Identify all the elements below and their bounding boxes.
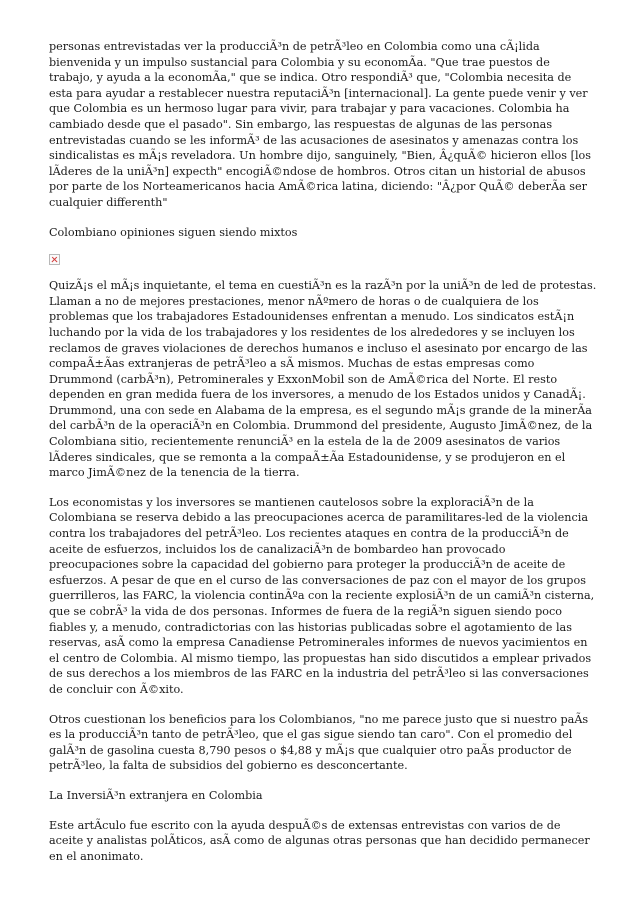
section-heading-investment: La InversiÃ³n extranjera en Colombia: [49, 788, 263, 802]
paragraph-benefits: Otros cuestionan los beneficios para los Colombianos, "no me parece justo que si nuestro paÃs es la producciÃ³n tanto de petrÃ³leo, que el gas sigue siendo tan caro". Con el promedio del galÃ³n de gasolina cuesta 8,790 pesos o $4,88 y mÃ¡s que cualquier otro paÃs productor de petrÃ³leo, la falta de subsidios del gobierno es desconcertante.: [49, 712, 589, 773]
broken-image-icon: [49, 254, 60, 265]
paragraph-unions: QuizÃ¡s el mÃ¡s inquietante, el tema en cuestiÃ³n es la razÃ³n por la uniÃ³n de led de protestas. Llaman a no de mejores prestaciones, menor nÃºmero de horas o de cualquiera de los problemas que los trabajadores Estadounidenses enfrentan a menudo. Los sindicatos estÃ¡n luchando por la vida de los trabajadores y los residentes de los alrededores y se incluyen los reclamos de graves violaciones de derechos humanos e incluso el asesinato por encargo de las compaÃ±Ãas extranjeras de petrÃ³leo a sÃ mismos. Muchas de estas empresas como Drummond (carbÃ³n), Petrominerales y ExxonMobil son de AmÃ©rica del Norte. El resto dependen en gran medida fuera de los inversores, a menudo de los Estados unidos y CanadÃ¡. Drummond, una con sede en Alabama de la empresa, es el segundo mÃ¡s grande de la minerÃa del carbÃ³n de la operaciÃ³n en Colombia. Drummond del presidente, Augusto JimÃ©nez, de la Colombiana sitio, recientemente renunciÃ³ en la estela de la de 2009 asesinatos de varios lÃderes sindicales, que se remonta a la compaÃ±Ãa Estadounidense, y se produjeron en el marco JimÃ©nez de la tenencia de la tierra.: [49, 279, 597, 480]
article-page: [49, 39, 597, 878]
paragraph-interviews: personas entrevistadas ver la producciÃ³n de petrÃ³leo en Colombia como una cÃ¡lida bienvenida y un impulso sustancial para Colombia y su economÃa. "Que trae puestos de trabajo, y ayuda a la economÃa," que se indica. Otro respondiÃ³ que, "Colombia necesita de esta para ayudar a restablecer nuestra reputaciÃ³n [internacional]. La gente puede venir y ver que Colombia es un hermoso lugar para vivir, para trabajar y para vacaciones. Colombia ha cambiado desde que el pasado". Sin embargo, las respuestas de algunas de las personas entrevistadas cuando se les informÃ³ de las acusaciones de asesinatos y amenazas contra los sindicalistas es mÃ¡s reveladora. Un hombre dijo, sanguinely, "Bien, Â¿quÃ© hicieron ellos [los lÃderes de la uniÃ³n] expecth" encogiÃ©ndose de hombros. Otros citan un historial de abusos por parte de los Norteamericanos hacia AmÃ©rica latina, diciendo: "Â¿por QuÃ© deberÃa ser cualquier differenth": [49, 40, 592, 209]
paragraph-credits: Este artÃculo fue escrito con la ayuda despuÃ©s de extensas entrevistas con varios de de aceite y analistas polÃticos, asÃ como de algunas otras personas que han decidido permanecer en el anonimato.: [49, 818, 590, 863]
section-heading-opinions: Colombiano opiniones siguen siendo mixtos: [49, 225, 298, 239]
paragraph-investors: Los economistas y los inversores se mantienen cautelosos sobre la exploraciÃ³n de la Colombiana se reserva debido a las preocupaciones acerca de paramilitares-led de la violencia contra los trabajadores del petrÃ³leo. Los recientes ataques en contra de la producciÃ³n de aceite de esfuerzos, incluidos los de canalizaciÃ³n de bombardeo han provocado preocupaciones sobre la capacidad del gobierno para proteger la producciÃ³n de aceite de esfuerzos. A pesar de que en el curso de las conversaciones de paz con el mayor de los grupos guerrilleros, las FARC, la violencia continÃºa con la reciente explosiÃ³n de un camiÃ³n cisterna, que se cobrÃ³ la vida de dos personas. Informes de fuera de la regiÃ³n siguen siendo poco fiables y, a menudo, contradictorias con las historias publicadas sobre el agotamiento de las reservas, asÃ como la empresa Canadiense Petrominerales informes de nuevos yacimientos en el centro de Colombia. Al mismo tiempo, las propuestas han sido discutidos a emplear privados de sus derechos a los miembros de las FARC en la industria del petrÃ³leo si las conversaciones de concluir con Ã©xito.: [49, 495, 595, 696]
